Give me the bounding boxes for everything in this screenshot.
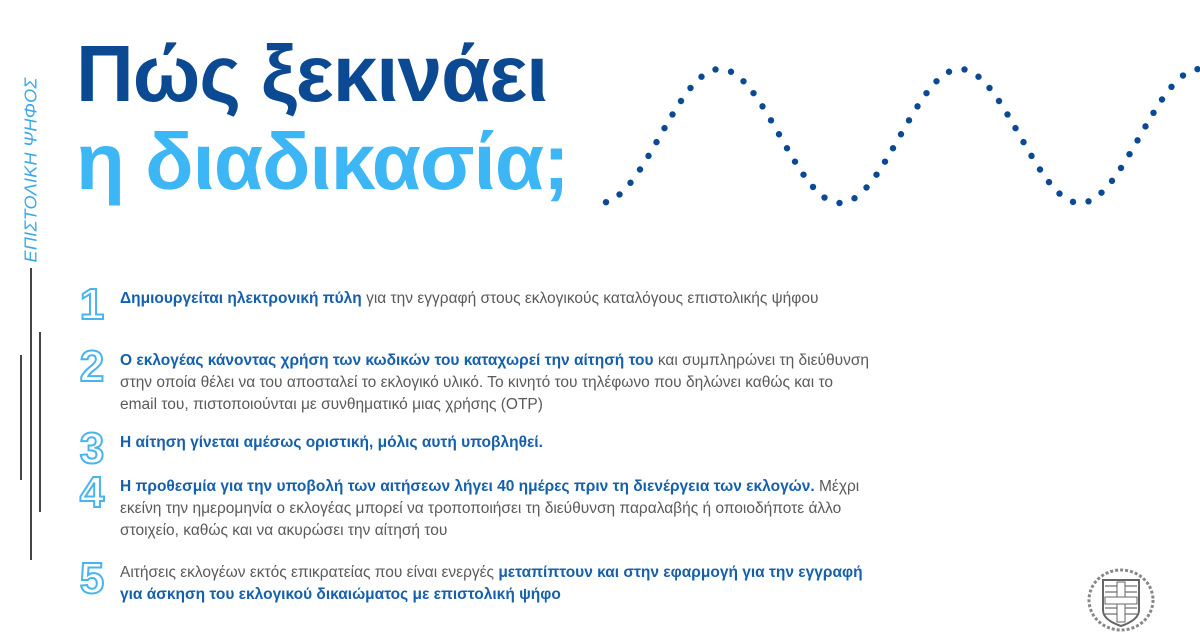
wave-dot xyxy=(603,199,609,205)
wave-dot xyxy=(1085,198,1091,204)
step-text-bold: Η αίτηση γίνεται αμέσως οριστική, μόλις αυτή υποβληθεί. xyxy=(120,434,543,451)
wave-dot xyxy=(1037,166,1043,172)
divider-line xyxy=(39,332,41,512)
wave-dot xyxy=(728,69,734,75)
wave-dot xyxy=(1098,189,1104,195)
wave-dot xyxy=(1194,66,1200,72)
step-text-regular: και συμπληρώνει τη διεύθυνση στην οποία θέλει να του αποσταλεί το εκλογικό υλικό. Το κινητό του τηλέφωνο που δηλώνει καθώς και το email του, πιστοποιούνται με συνθηματικό μιας χρήσης (OTP) xyxy=(120,352,870,413)
wave-dot xyxy=(986,85,992,91)
wave-dot xyxy=(810,184,816,190)
step-text-regular: Αιτήσεις εκλογέων εκτός επικρατείας που είναι ενεργές xyxy=(120,564,499,581)
title-line-1: Πώς ξεκινάει xyxy=(76,29,548,118)
wave-dot xyxy=(1028,153,1034,159)
wave-dot xyxy=(890,145,896,151)
wave-dot xyxy=(873,171,879,177)
step-number: 3 xyxy=(79,424,105,473)
wave-dot xyxy=(851,195,857,201)
wave-dot xyxy=(740,78,746,84)
step-text xyxy=(120,562,870,606)
step-text-bold: μεταπίπτουν και στην εφαρμογή για την εγγραφή για άσκηση του εκλογικού δικαιώματος με επιστολική ψήφο xyxy=(120,564,863,603)
wave-dot xyxy=(1070,199,1076,205)
wave-dot xyxy=(637,166,643,172)
wave-dot xyxy=(669,111,675,117)
wave-dot xyxy=(1056,190,1062,196)
wave-dot xyxy=(933,78,939,84)
wave-dot xyxy=(750,90,756,96)
wave-dot xyxy=(946,69,952,75)
wave-dot xyxy=(975,74,981,80)
greek-coat-of-arms-icon xyxy=(1085,566,1157,634)
wave-dot xyxy=(698,74,704,80)
wave-dot xyxy=(759,103,765,109)
wave-dot xyxy=(1142,123,1148,129)
divider-line xyxy=(30,268,32,560)
step-text xyxy=(120,288,870,310)
wave-dot xyxy=(1046,179,1052,185)
step-number: 5 xyxy=(79,554,105,603)
wave-dot xyxy=(768,117,774,123)
step-text xyxy=(120,350,870,416)
divider-line xyxy=(20,355,22,480)
title-line-2: η διαδικασία; xyxy=(76,117,569,206)
step-number: 2 xyxy=(79,342,105,391)
wave-dot xyxy=(914,103,920,109)
wave-dot xyxy=(898,131,904,137)
side-label: ΕΠΙΣΤΟΛΙΚΗ ΨΗΦΟΣ xyxy=(20,77,41,263)
wave-dot xyxy=(961,66,967,72)
wave-dot xyxy=(776,131,782,137)
wave-dot xyxy=(653,139,659,145)
step-number: 4 xyxy=(79,468,105,517)
wave-dot xyxy=(996,98,1002,104)
wave-dot xyxy=(1020,139,1026,145)
wave-dot xyxy=(627,180,633,186)
step-text xyxy=(120,432,870,454)
wave-dot xyxy=(1134,137,1140,143)
step-text xyxy=(120,476,870,542)
wave-dot xyxy=(687,85,693,91)
wave-dot xyxy=(1150,110,1156,116)
wave-dot xyxy=(882,158,888,164)
step-text-bold: Δημιουργείται ηλεκτρονική πύλη xyxy=(120,290,362,307)
dotted-wave-decoration xyxy=(0,0,1200,240)
wave-dot xyxy=(1004,111,1010,117)
wave-dot xyxy=(863,184,869,190)
wave-dot xyxy=(616,191,622,197)
wave-dot xyxy=(792,158,798,164)
wave-dot xyxy=(821,194,827,200)
wave-dot xyxy=(645,153,651,159)
wave-dot xyxy=(1126,151,1132,157)
wave-dot xyxy=(1168,84,1174,90)
wave-dot xyxy=(1180,72,1186,78)
wave-dot xyxy=(784,145,790,151)
wave-dot xyxy=(923,90,929,96)
wave-dot xyxy=(836,200,842,206)
step-number: 1 xyxy=(79,280,105,329)
step-text-regular: για την εγγραφή στους εκλογικούς καταλόγους επιστολικής ψήφου xyxy=(361,290,819,307)
wave-dot xyxy=(1012,125,1018,131)
wave-dot xyxy=(906,117,912,123)
wave-dot xyxy=(678,98,684,104)
wave-dot xyxy=(1159,96,1165,102)
wave-dot xyxy=(661,125,667,131)
wave-dot xyxy=(1118,165,1124,171)
step-text-regular: Μέχρι εκείνη την ημερομηνία ο εκλογέας μπορεί να τροποποιήσει τη διεύθυνση παραλαβής ή οποιοδήποτε άλλο στοιχείο, καθώς και να ακυρώσει την αίτησή του xyxy=(120,478,860,539)
step-text-bold: Η προθεσμία για την υποβολή των αιτήσεων λήγει 40 ημέρες πριν τη διενέργεια των εκλογών. xyxy=(120,478,815,495)
wave-dot xyxy=(1109,178,1115,184)
wave-dot xyxy=(800,171,806,177)
wave-dot xyxy=(712,66,718,72)
step-text-bold: Ο εκλογέας κάνοντας χρήση των κωδικών του καταχωρεί την αίτησή του xyxy=(120,352,654,369)
